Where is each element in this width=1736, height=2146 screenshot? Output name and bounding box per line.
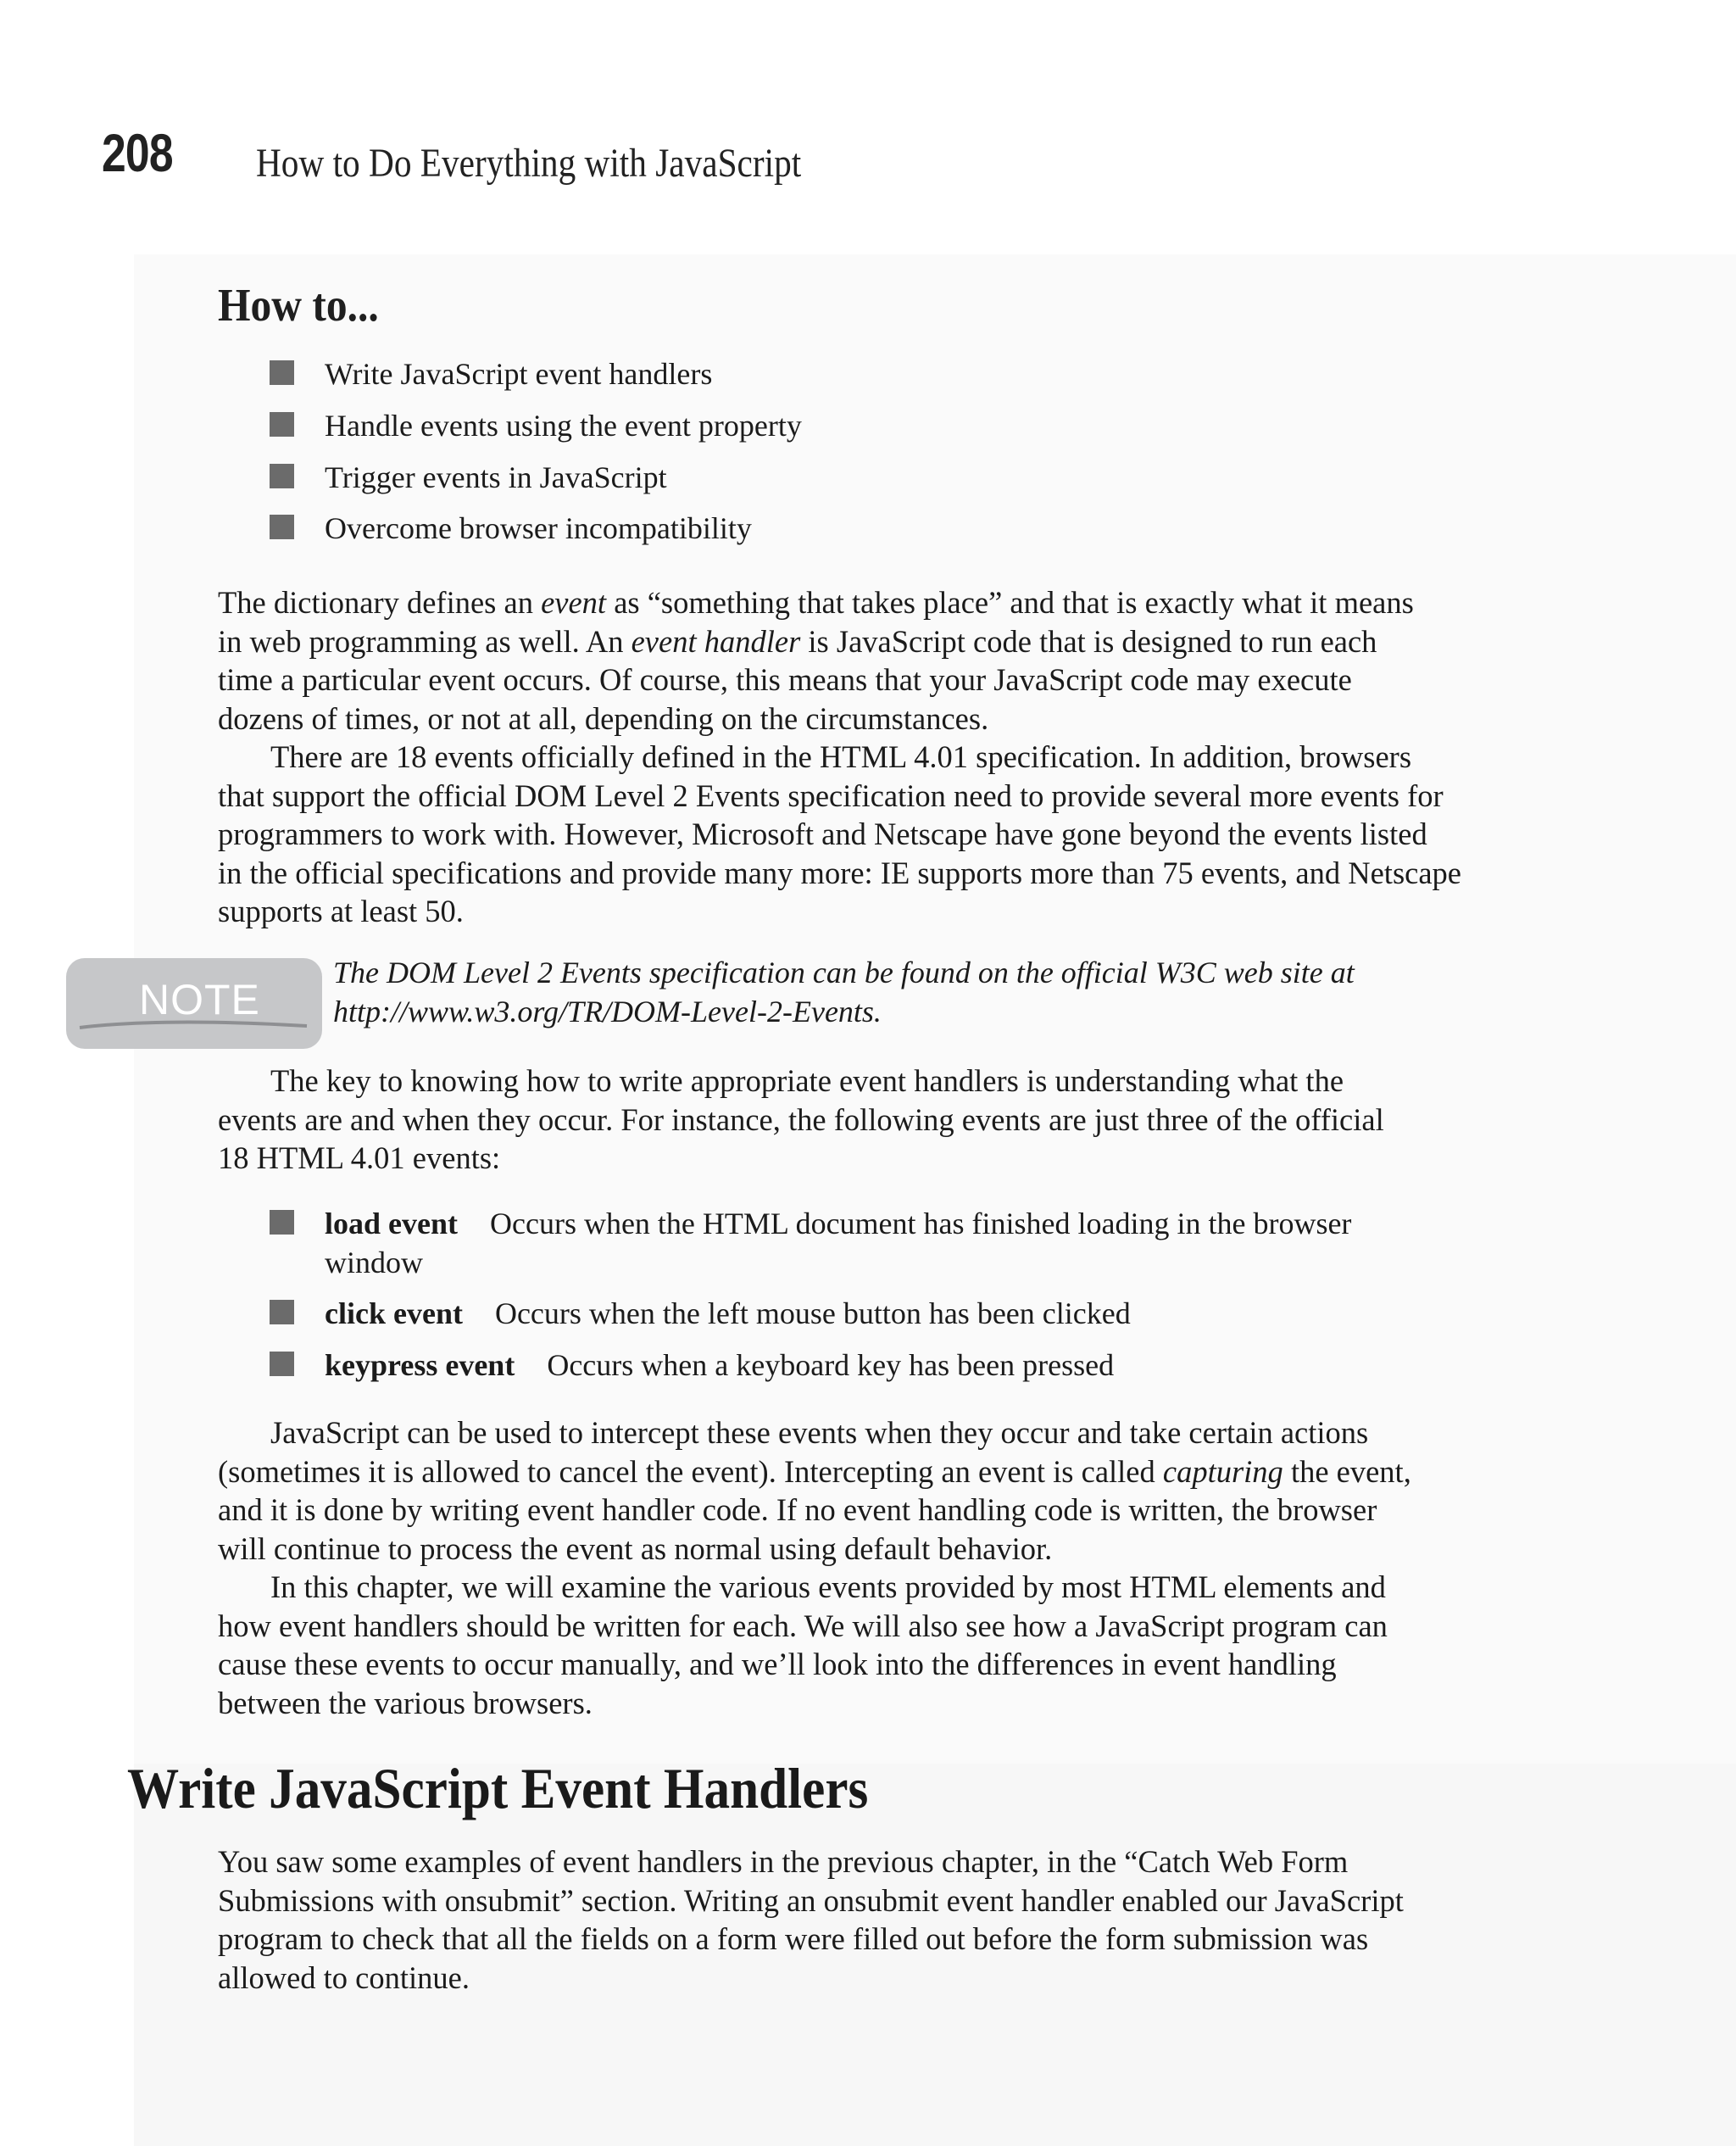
note-text: The DOM Level 2 Events specification can be found on the official W3C web site at http://www.w3.org/TR/DOM-Level-2-Events. [333, 956, 1355, 1028]
note-tab [66, 958, 322, 1049]
page-number: 208 [102, 124, 173, 183]
square-bullet-icon [270, 1300, 294, 1324]
capture-paragraph: JavaScript can be used to intercept these events when they occur and take certain actions (sometimes it is allowed to cancel the event). Intercepting an event is called capturing the event, and it is done by writing event handler code. If no event handling code is written, the browser will continue to process the event as normal using default behavior. In this chapter, we will examine the various events provided by most HTML elements and how event handlers should be written for each. We will also see how a JavaScript program can cause these events to occur manually, and we’ll look into the differences in event handling between the various browsers. [218, 1415, 1411, 1720]
key-paragraph: The key to knowing how to write appropriate event handlers is understanding what the events are and when they occur. For instance, the following events are just three of the official 18 HTML 4.01 events: [218, 1063, 1384, 1175]
square-bullet-icon [270, 360, 294, 385]
square-bullet-icon [270, 412, 294, 437]
square-bullet-icon [270, 1352, 294, 1376]
square-bullet-icon [270, 464, 294, 488]
square-bullet-icon [270, 1210, 294, 1235]
howto-title: How to... [218, 279, 379, 331]
note-label: NOTE [139, 976, 260, 1023]
square-bullet-icon [270, 515, 294, 539]
section-heading: Write JavaScript Event Handlers [127, 1756, 869, 1820]
section-paragraph: You saw some examples of event handlers in the previous chapter, in the “Catch Web Form Submissions with onsubmit” section. Writing an onsubmit event handler enabled our JavaScript program to check that all the fields on a form were filled out before the form submission was allowed to continue. [218, 1844, 1404, 1995]
intro-paragraph: The dictionary defines an event as “something that takes place” and that is exactly what it means in web programming as well. An event handler is JavaScript code that is designed to run each time a particular event occurs. Of course, this means that your JavaScript code may execute dozens of times, or not at all, depending on the circumstances. There are 18 events officially defined in the HTML 4.01 specification. In addition, browsers that support the official DOM Level 2 Events specification need to provide several more events for programmers to work with. However, Microsoft and Netscape have gone beyond the events listed in the official specifications and provide many more: IE supports more than 75 events, and Netscape supports at least 50. [218, 585, 1462, 928]
book-title: How to Do Everything with JavaScript [256, 141, 802, 186]
